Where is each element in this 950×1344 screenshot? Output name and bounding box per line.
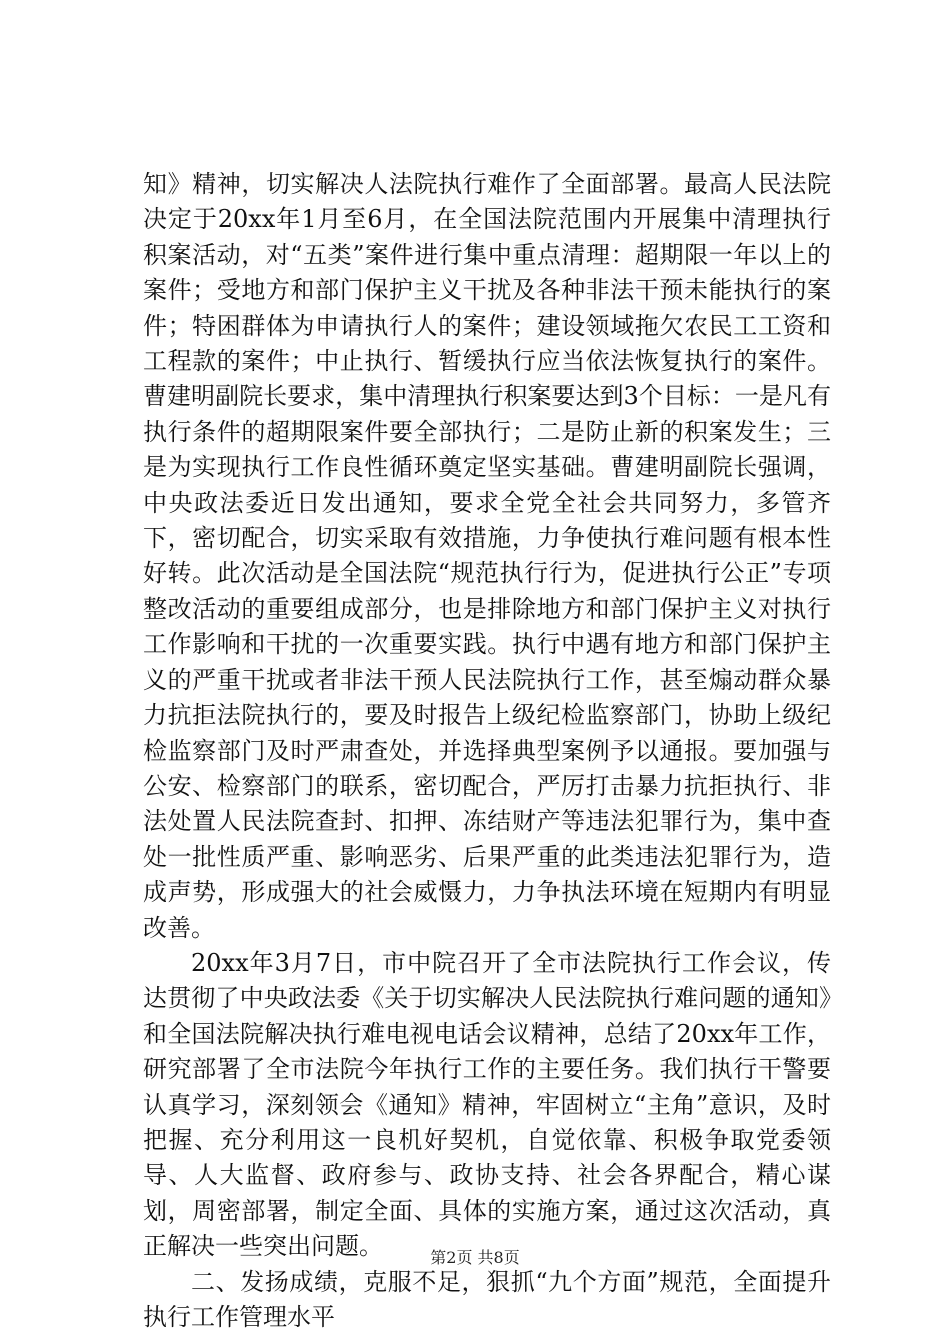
page-number-footer: 第2页 共8页 bbox=[430, 1248, 520, 1267]
paragraph-meeting: 20xx年3月7日，市中院召开了全市法院执行工作会议，传达贯彻了中央政法委《关于切实解决人民法院执行难问题的通知》和全国法院解决执行难电视电话会议精神，总结了20xx年工作，研究部署了全市法院今年执行工作的主要任务。我们执行干警要认真学习，深刻领会《通知》精神，牢固树立“主角”意识，及时把握、充分利用这一良机好契机，自觉依靠、积极争取党委领导、人大监督、政府参与、政协支持、社会各界配合，精心谋划，周密部署，制定全面、具体的实施方案，通过这次活动，真正解决一些突出问题。 bbox=[143, 948, 831, 1261]
document-body bbox=[143, 167, 831, 1335]
section-heading: 二、发扬成绩，克服不足，狠抓“九个方面”规范，全面提升执行工作管理水平 bbox=[143, 1267, 831, 1331]
paragraph-continued: 知》精神，切实解决人法院执行难作了全面部署。最高人民法院决定于20xx年1月至6月，在全国法院范围内开展集中清理执行积案活动，对“五类”案件进行集中重点清理：超期限一年以上的案件；受地方和部门保护主义干扰及各种非法干预未能执行的案件；特困群体为申请执行人的案件；建设领域拖欠农民工工资和工程款的案件；中止执行、暂缓执行应当依法恢复执行的案件。曹建明副院长要求，集中清理执行积案要达到3个目标：一是凡有执行条件的超期限案件要全部执行；二是防止新的积案发生；三是为实现执行工作良性循环奠定坚实基础。曹建明副院长强调，中央政法委近日发出通知，要求全党全社会共同努力，多管齐下，密切配合，切实采取有效措施，力争使执行难问题有根本性好转。此次活动是全国法院“规范执行行为，促进执行公正”专项整改活动的重要组成部分，也是排除地方和部门保护主义对执行工作影响和干扰的一次重要实践。执行中遇有地方和部门保护主义的严重干扰或者非法干预人民法院执行工作，甚至煽动群众暴力抗拒法院执行的，要及时报告上级纪检监察部门，协助上级纪检监察部门及时严肃查处，并选择典型案例予以通报。要加强与公安、检察部门的联系，密切配合，严厉打击暴力抗拒执行、非法处置人民法院查封、扣押、冻结财产等违法犯罪行为，集中查处一批性质严重、影响恶劣、后果严重的此类违法犯罪行为，造成声势，形成强大的社会威慑力，力争执法环境在短期内有明显改善。 bbox=[143, 170, 831, 942]
